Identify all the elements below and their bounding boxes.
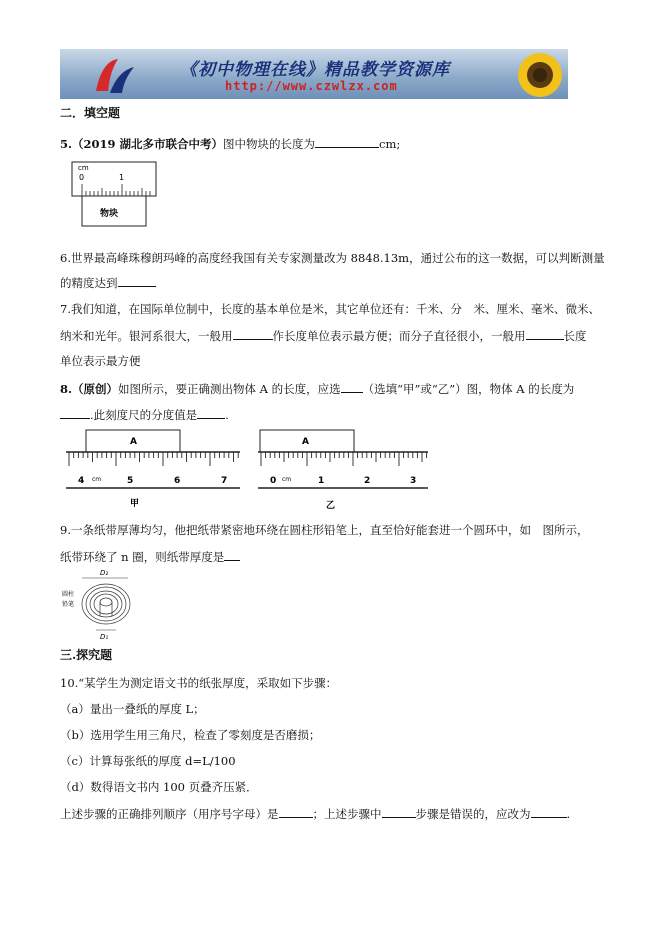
q10-step-a: （a）量出一叠纸的厚度 L； [60,702,205,716]
q9-line2: 纸带环绕了 n 圈，则纸带厚度是 [60,550,225,564]
q5-answer-blank [315,136,379,148]
q8-ruler-figure-jia [64,428,244,514]
q8-fig1-label: A [130,437,137,447]
q10-final-b: ；上述步骤中 [312,807,382,821]
q8-fig1-tick-4: 4 [78,476,85,486]
header-banner [60,49,568,99]
q8-fig1-tick-6: 6 [174,476,181,486]
q10-blank-2 [382,806,416,818]
q5-text: 图中物块的长度为 [223,137,316,151]
q8-fig2-tick-3: 3 [410,476,417,486]
q9-answer-blank [224,549,240,561]
q5-ruler-figure [68,158,164,230]
sunflower-icon [506,49,568,99]
q7-line3: 单位表示最方便 [60,354,141,368]
q9-label-pencil: 铅笔 [62,601,75,608]
logo-icon [88,53,138,97]
q10-blank-1 [279,806,313,818]
section-title-fill-in: 二．填空题 [60,106,121,120]
q10-final-d: . [566,807,571,821]
q5-tick-1: 1 [119,173,125,182]
q8-blank-3 [197,407,225,419]
question-9-line2 [60,549,240,564]
q10-intro: 10.“某学生为测定语文书的纸张厚度，采取如下步骤： [60,676,338,690]
q8-fig1-caption: 甲 [130,499,140,509]
q8-fig1-tick-7: 7 [221,476,228,486]
q8-fig2-label: A [302,437,309,447]
q8-line2-end: . [225,408,229,422]
q5-ruler-unit: cm [78,164,89,172]
q7-blank-2 [526,328,564,340]
q5-number: 5. [60,137,73,151]
q7-line1: 7.我们知道，在国际单位制中，长度的基本单位是米，其它单位还有：千米、分 米、厘米、毫米、微米、 [60,302,600,316]
q10-blank-3 [531,806,567,818]
q6-line1: 6.世界最高峰珠穆朗玛峰的高度经我国有关专家测量改为 8848.13m，通过公布的这一数据，可以判断测量 [60,251,605,265]
banner-title: 《初中物理在线》精品教学资源库 [180,60,450,80]
q8-number: 8. [60,382,73,396]
q8-fig1-tick-5: 5 [127,476,134,486]
q6-line2: 的精度达到 [60,276,118,290]
question-6-line2 [60,275,156,290]
q8-line2: .此刻度尺的分度值是 [90,408,198,422]
q8-fig2-caption: 乙 [326,501,336,511]
q8-blank-2 [60,407,90,419]
q9-line1: 9.一条纸带厚薄均匀，他把纸带紧密地环绕在圆柱形铅笔上，直至恰好能套进一个圆环中，如 图所示， [60,523,589,537]
q6-answer-blank [118,275,156,287]
q8-fig2-tick-0: 0 [270,476,277,486]
q9-paper-roll-figure [60,566,150,642]
q5-unit: cm; [379,137,401,151]
q10-step-d: （d）数得语文书内 100 页叠齐压紧． [60,780,258,794]
q10-step-b: （b）选用学生用三角尺，检查了零刻度是否磨损； [60,728,321,742]
q8-line1a: 如图所示，要正确测出物体 A 的长度，应选 [118,382,341,396]
section-title-inquiry: 三.探究题 [60,648,113,662]
question-10-final [60,806,570,821]
q10-final-c: 步骤是错误的，应改为 [415,807,531,821]
question-5 [60,136,400,151]
q10-final-a: 上述步骤的正确排列顺序（用序号字母）是 [60,807,279,821]
q8-ruler-figure-yi [256,428,432,514]
question-7-line2 [60,328,587,343]
q5-tick-0: 0 [79,173,85,182]
question-8-line2 [60,407,229,422]
q9-d2-label: D₂ [100,569,109,577]
q8-fig2-tick-1: 1 [318,476,325,486]
q7-blank-1 [233,328,273,340]
q8-source: （原创） [72,382,119,396]
q8-fig2-tick-2: 2 [364,476,371,486]
question-8-line1 [60,381,574,396]
q7-line2b: 作长度单位表示最方便；而分子直径很小，一般用 [272,329,526,343]
q8-line1b: （选填“甲”或“乙”）图，物体 A 的长度为 [362,382,575,396]
q8-blank-1 [341,381,363,393]
q8-fig1-unit: cm [92,476,102,483]
q7-line2c: 长度 [563,329,587,343]
q9-d1-label: D₁ [100,633,109,641]
banner-url: http://www.czwlzx.com [225,79,398,93]
q8-fig2-unit: cm [282,476,292,483]
q10-step-c: （c）计算每张纸的厚度 d=L/100 [60,754,236,768]
q9-label-cylinder: 圆柱 [62,591,75,598]
q7-line2a: 纳米和光年。银河系很大，一般用 [60,329,233,343]
q5-source: （2019 湖北多市联合中考） [72,137,224,151]
q5-block-label: 物块 [100,209,119,219]
